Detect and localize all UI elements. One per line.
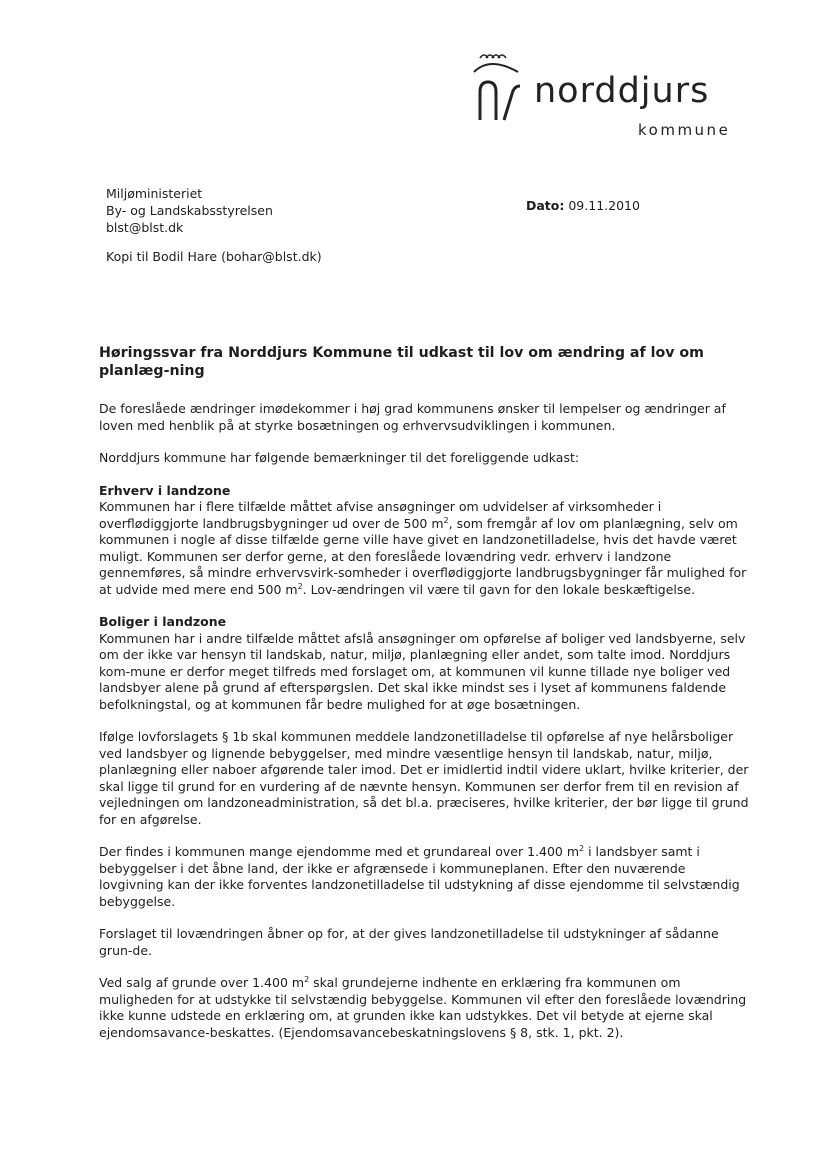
address-line: By- og Landskabsstyrelsen bbox=[106, 203, 273, 218]
date-label: Dato: bbox=[526, 198, 565, 213]
section-paragraph: Ifølge lovforslagets § 1b skal kommunen meddele landzonetilladelse til opførelse af nye helårsboliger ved landsbyer og lignende bebyggelser, med mindre væsentlige hensyn til landskab, natur, miljø, planlægning eller naboer afgørende taler imod. Det er imidlertid indtil videre uklart, hvilke kriterier, der skal ligge til grund for en vurdering af de nævnte hensyn. Kommunen ser derfor frem til en revision af vejledningen om landzoneadministration, så det bl.a. præciseres, hvilke kriterier, der bør ligge til grund for en afgørelse. bbox=[99, 729, 749, 827]
section-paragraph: Kommunen har i andre tilfælde måttet afslå ansøgninger om opførelse af boliger ved landsbyerne, selv om der ikke var hensyn til landskab, natur, miljø, planlægning eller andet, som talte imod. Norddjurs kom-mune er derfor meget tilfreds med forslaget om, at kommunen vil kunne tillade nye boliger ved landsbyer alene på grund af efterspørgslen. Det skal ikke mindst ses i lyset af kommunens faldende befolkningstal, og at kommunen får bedre mulighed for at øge bosætningen. bbox=[99, 630, 746, 712]
norddjurs-logo bbox=[462, 44, 762, 144]
address-line: blst@blst.dk bbox=[106, 220, 184, 235]
logo-name: norddjurs bbox=[534, 71, 710, 111]
section-paragraph: Kommunen har i flere tilfælde måttet afvise ansøgninger om udvidelser af virksomheder i overflødiggjorte landbrugsbygninger ud over de 500 $m^2$, som fremgår af lov om planlægning, selv om kommunen i nogle af disse tilfælde gerne ville have givet en landzonetilladelse, hvis det havde været muligt. Kommunen ser derfor gerne, at den foreslåede lovændring vedr. erhverv i landzone gennemføres, så mindre erhvervsvirk-somheder i overflødiggjorte landbrugsbygninger får mulighed for at udvide med mere end 500 $m^2$. Lov-ændringen vil være til gavn for den lokale beskæftigelse. bbox=[99, 499, 747, 597]
address-line: Miljøministeriet bbox=[106, 186, 203, 201]
remarks-paragraph: Norddjurs kommune har følgende bemærkninger til det foreliggende udkast: bbox=[99, 450, 580, 465]
intro-paragraph: De foreslåede ændringer imødekommer i høj grad kommunens ønsker til lempelser og ændringer af loven med henblik på at styrke bosætningen og erhvervsudviklingen i kommunen. bbox=[99, 401, 726, 433]
section-paragraph: Forslaget til lovændringen åbner op for, at der gives landzonetilladelse til udstykninger af sådanne grun-de. bbox=[99, 926, 719, 958]
letter-title: Høringssvar fra Norddjurs Kommune til udkast til lov om ændring af lov om planlæg-ning bbox=[99, 345, 704, 379]
section-paragraph: Ved salg af grunde over 1.400 $m^2$ skal grundejerne indhente en erklæring fra kommunen om muligheden for at udstykke til selvstændig bebyggelse. Kommunen vil efter den foreslåede lovændring ikke kunne udstede en erklæring om, at grunden ikke kan udstykkes. Det vil betyde at ejerne skal ejendomsavance-beskattes. (Ejendomsavancebeskatningslovens § 8, stk. 1, pkt. 2). bbox=[99, 974, 747, 1040]
letter-date bbox=[526, 198, 640, 213]
recipient-address bbox=[106, 185, 273, 236]
copy-recipient: Kopi til Bodil Hare (bohar@blst.dk) bbox=[106, 249, 322, 264]
section-paragraph: Der findes i kommunen mange ejendomme med et grundareal over 1.400 $m^2$ i landsbyer samt i bebyggelser i det åbne land, der ikke er afgrænsede i kommuneplanen. Efter den nuværende lovgivning kan der ikke forventes landzonetilladelse til udstykning af disse ejendomme til selvstændig bebyggelse. bbox=[99, 843, 740, 909]
section-heading: Erhverv i landzone bbox=[99, 482, 231, 498]
logo-mark-icon bbox=[462, 44, 542, 124]
letter-body bbox=[99, 344, 749, 1057]
section-heading: Boliger i landzone bbox=[99, 614, 227, 629]
date-value: 09.11.2010 bbox=[568, 198, 640, 213]
logo-subtitle: kommune bbox=[638, 121, 731, 139]
